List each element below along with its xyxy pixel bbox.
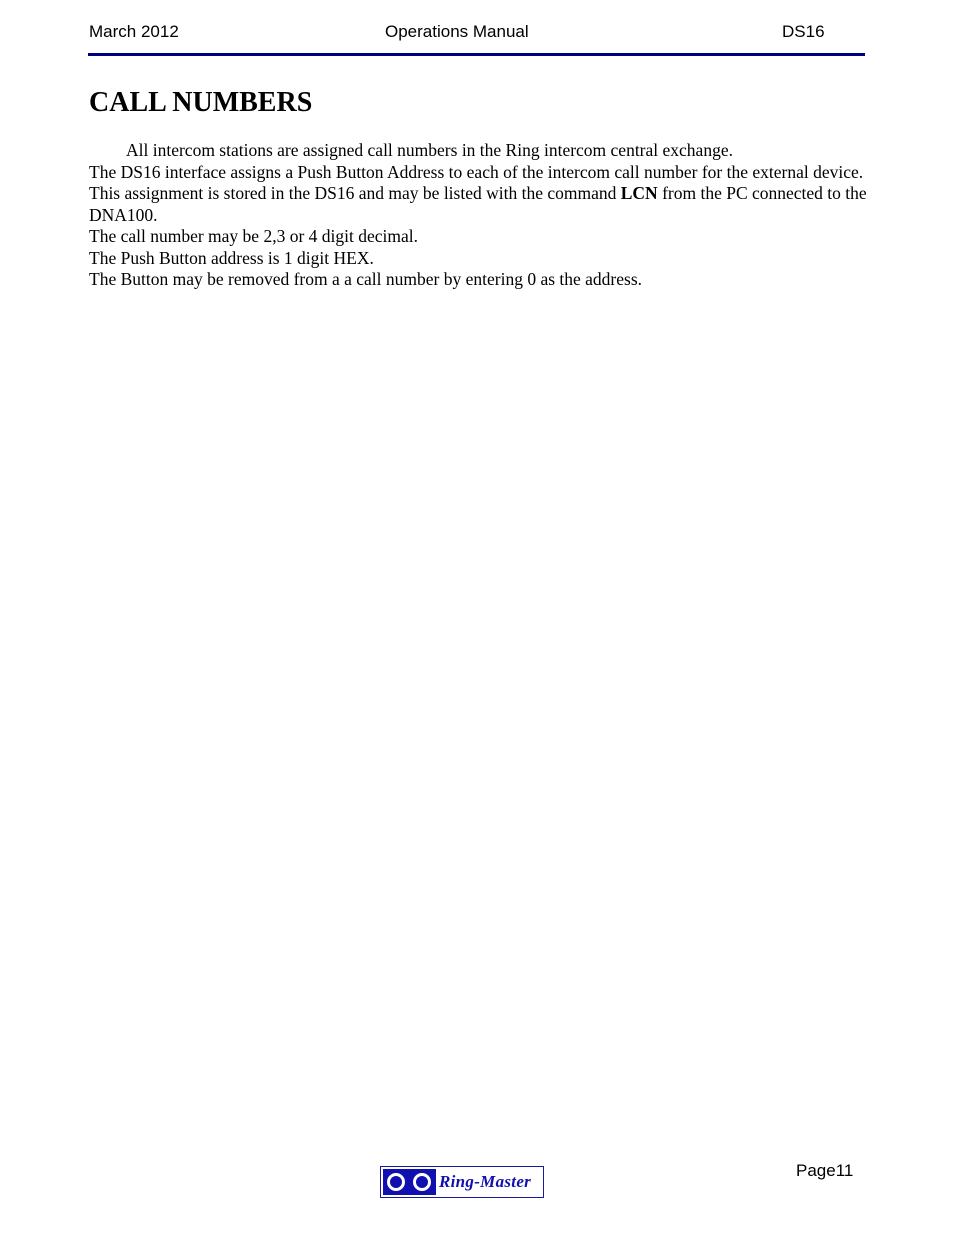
paragraph-button-address-format: The Push Button address is 1 digit HEX.	[89, 247, 374, 268]
command-lcn: LCN	[620, 183, 658, 203]
paragraph-assignment-end: from the PC connected to the DNA100.	[89, 183, 867, 225]
logo-rings-icon	[383, 1169, 436, 1195]
ring-icon	[413, 1173, 431, 1191]
page-number: Page11	[796, 1161, 854, 1180]
paragraph-call-number-format: The call number may be 2,3 or 4 digit decimal.	[89, 226, 418, 246]
logo-text: Ring-Master	[439, 1172, 532, 1191]
paragraph-intro: All intercom stations are assigned call numbers in the Ring intercom central exchange.	[126, 140, 733, 160]
section-title: CALL NUMBERS	[89, 87, 313, 118]
paragraph-assignment	[89, 162, 869, 227]
body-text	[89, 140, 869, 291]
header-model: DS16	[782, 22, 825, 41]
paragraph-button-removal: The Button may be removed from a a call number by entering 0 as the address.	[89, 269, 643, 289]
ring-master-logo	[380, 1166, 544, 1198]
header-date: March 2012	[89, 22, 179, 41]
header-divider	[88, 53, 865, 56]
ring-icon	[387, 1173, 405, 1191]
header-doc-title: Operations Manual	[385, 22, 529, 41]
paragraph-assignment-start: The DS16 interface assigns a Push Button Address to each of the intercom call number for the external device. This assignment is stored in the DS16 and may be listed with the command	[89, 161, 864, 203]
